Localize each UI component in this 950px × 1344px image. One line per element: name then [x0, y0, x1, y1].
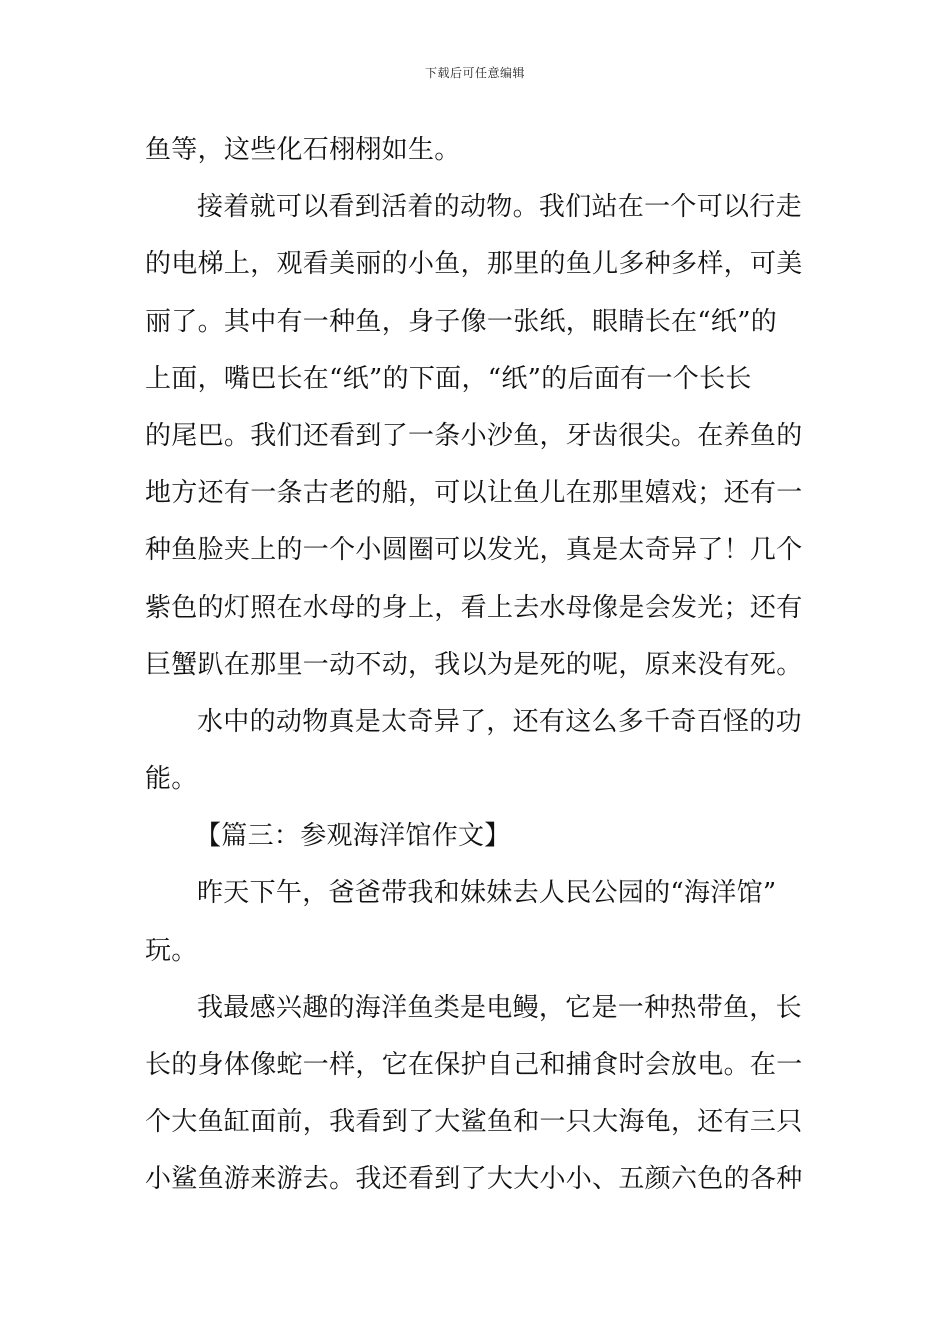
text-line: 长的身体像蛇一样，它在保护自己和捕食时会放电。在一: [145, 1050, 803, 1080]
text-line: 上面，嘴巴长在“纸”的下面，“纸”的后面有一个长长: [145, 363, 752, 394]
paragraph-first-line: 接着就可以看到活着的动物。我们站在一个可以行走: [197, 192, 802, 223]
text-line: 巨蟹趴在那里一动不动，我以为是死的呢，原来没有死。: [145, 649, 803, 680]
text-line: 丽了。其中有一种鱼，身子像一张纸，眼睛长在“纸”的: [145, 306, 778, 337]
text-line: 玩。: [145, 935, 198, 966]
text-line: 的尾巴。我们还看到了一条小沙鱼，牙齿很尖。在养鱼的: [145, 420, 803, 451]
text-line: 地方还有一条古老的船，可以让鱼儿在那里嬉戏；还有一: [145, 478, 803, 509]
section-heading: 【篇三：参观海洋馆作文】: [195, 821, 511, 852]
paragraph-first-line: 我最感兴趣的海洋鱼类是电鳗，它是一种热带鱼，长: [197, 992, 802, 1023]
paragraph-first-line: 水中的动物真是太奇异了，还有这么多千奇百怪的功: [197, 706, 802, 737]
text-line: 能。: [145, 764, 198, 795]
page-header-note: 下载后可任意编辑: [424, 66, 525, 80]
text-line: 紫色的灯照在水母的身上，看上去水母像是会发光；还有: [145, 592, 803, 623]
text-line: 的电梯上，观看美丽的小鱼，那里的鱼儿多种多样，可美: [145, 249, 803, 280]
text-line: 个大鱼缸面前，我看到了大鲨鱼和一只大海龟，还有三只: [145, 1107, 803, 1138]
text-line: 种鱼脸夹上的一个小圆圈可以发光，真是太奇异了！几个: [145, 535, 803, 566]
text-line: 鱼等，这些化石栩栩如生。: [145, 135, 461, 165]
paragraph-first-line: 昨天下午，爸爸带我和妹妹去人民公园的“海洋馆”: [197, 878, 777, 909]
text-line: 小鲨鱼游来游去。我还看到了大大小小、五颜六色的各种: [145, 1164, 803, 1195]
essay-body: [145, 122, 813, 1209]
